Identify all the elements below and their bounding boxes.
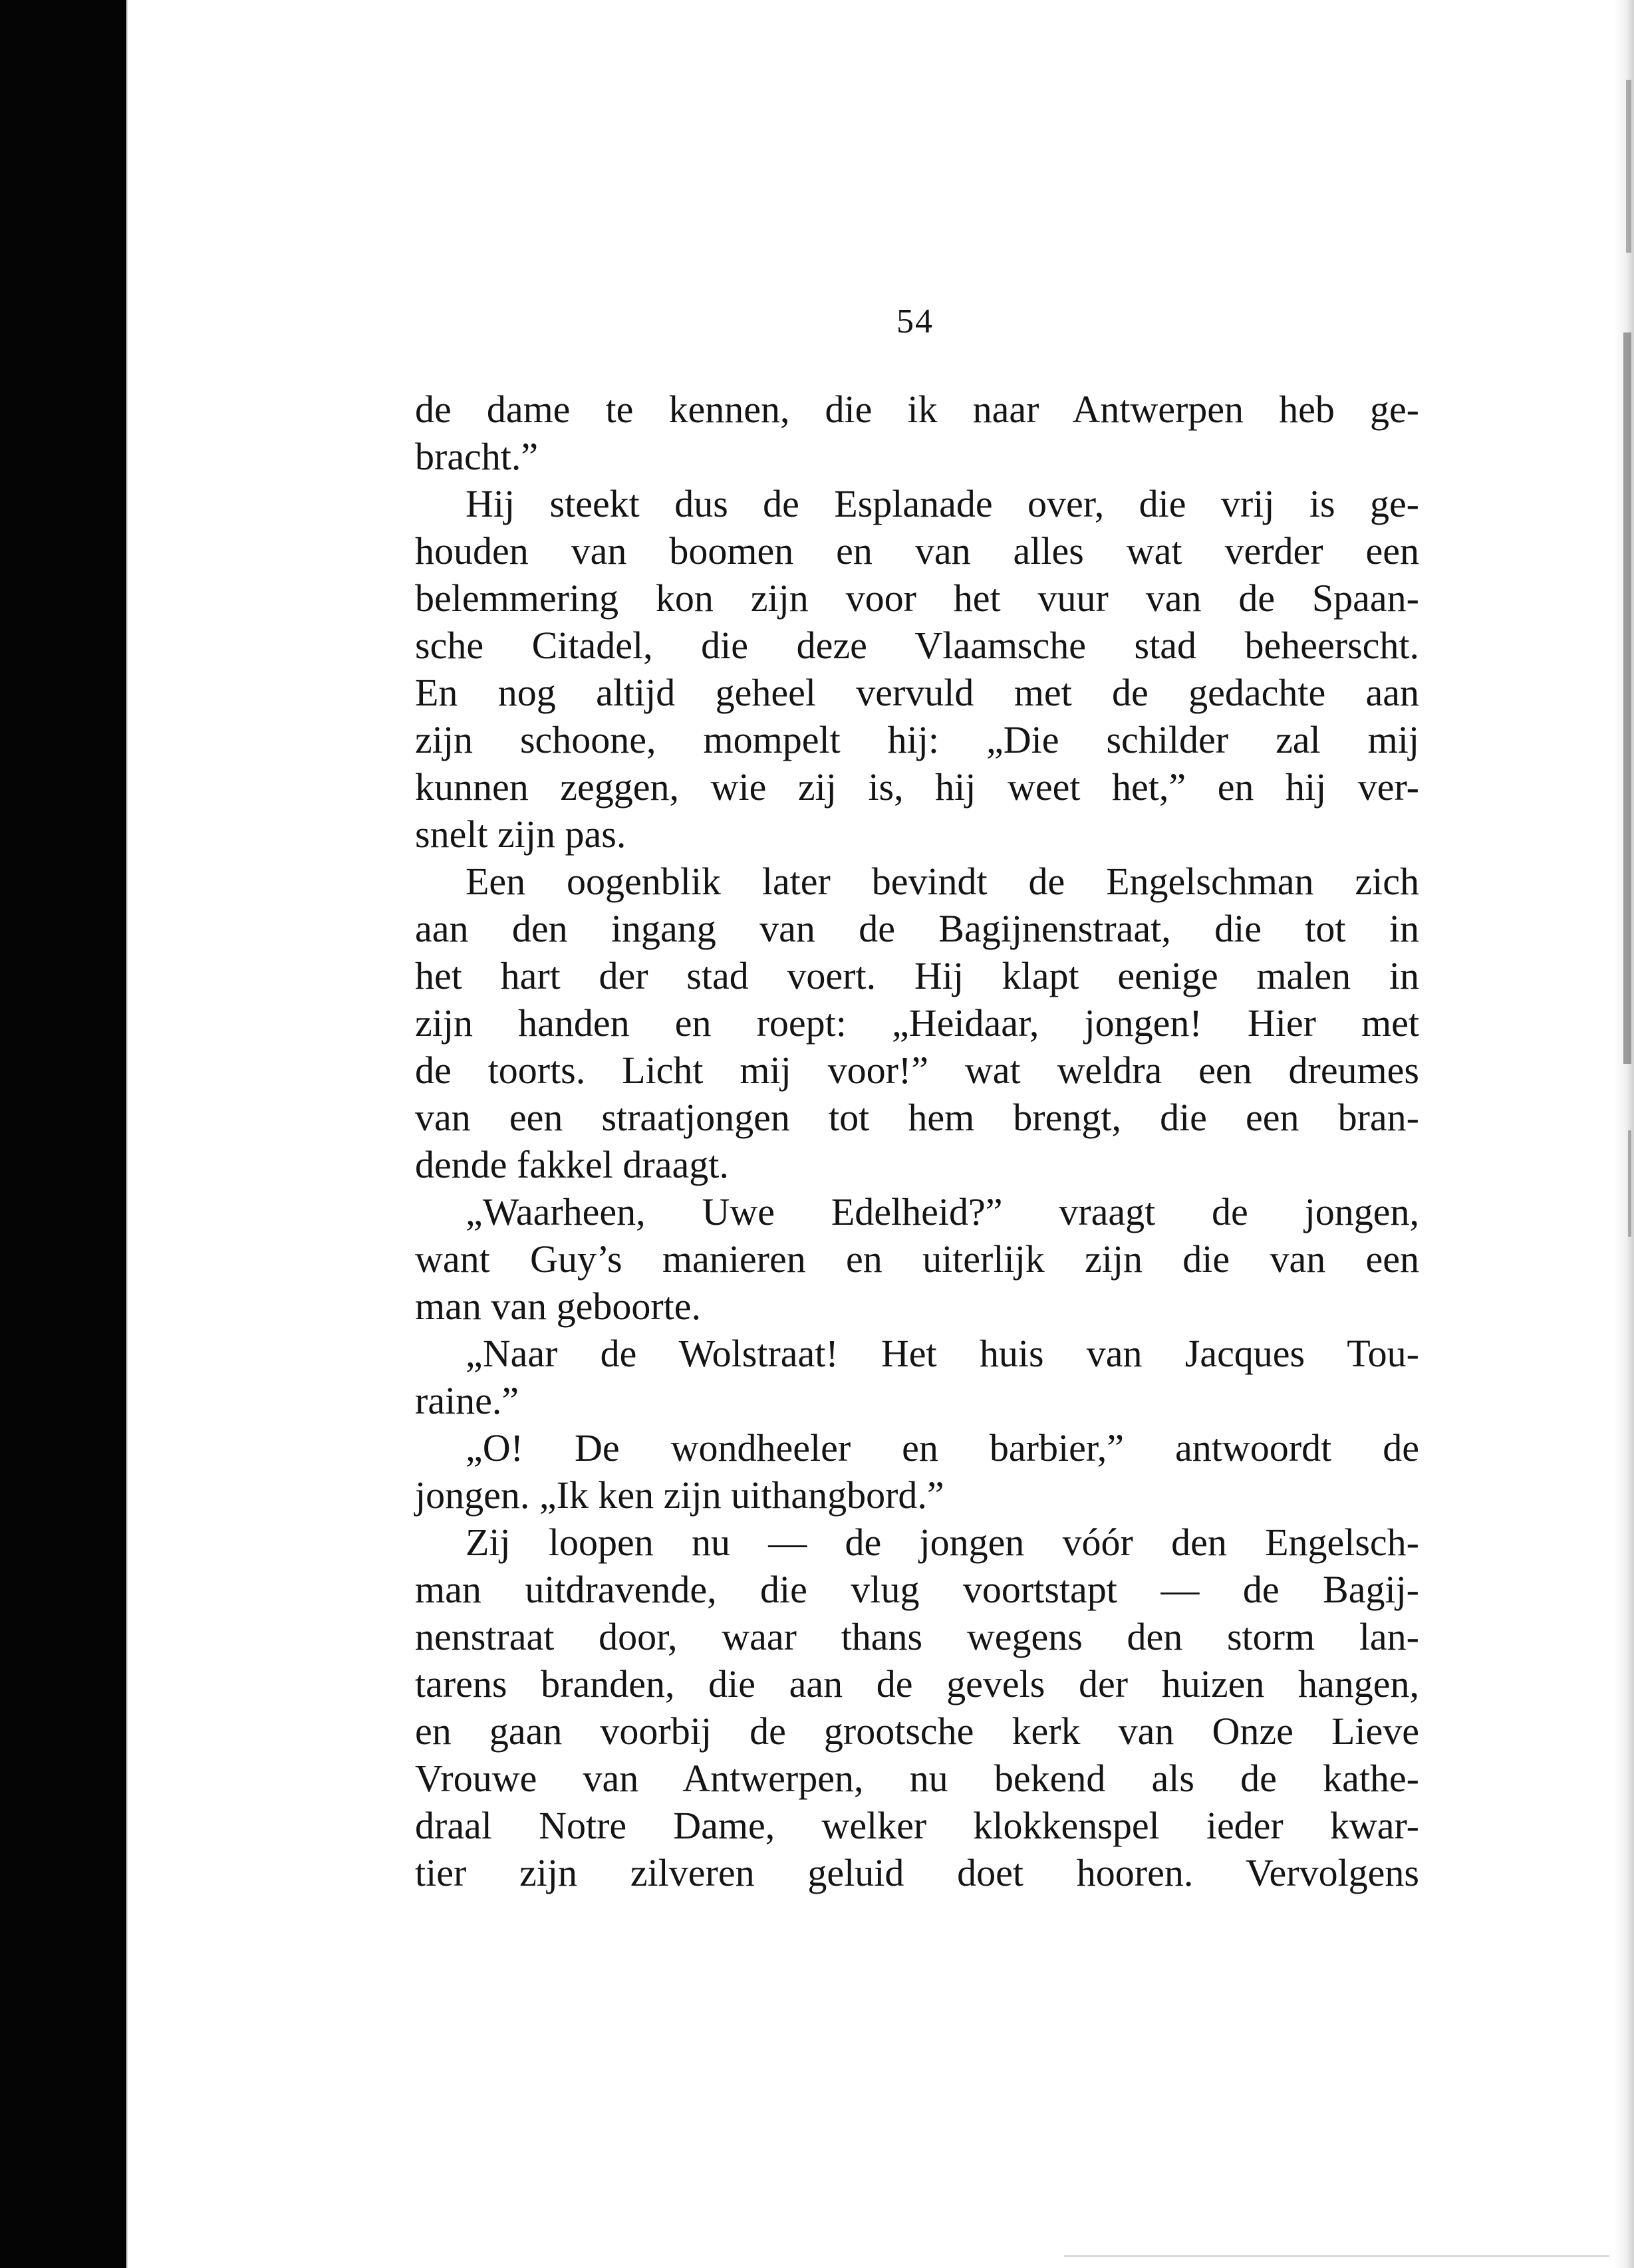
text-line: en gaan voorbij de grootsche kerk van Onze Lieve: [415, 1709, 1419, 1753]
text-line: Vrouwe van Antwerpen, nu bekend als de kathe-: [415, 1757, 1419, 1800]
gutter-streak: [1623, 332, 1631, 1064]
text-line: nenstraat door, waar thans wegens den storm lan-: [415, 1615, 1419, 1658]
scan-border-edge: [126, 0, 128, 2268]
text-line: dende fakkel draagt.: [415, 1143, 729, 1186]
text-line: raine.”: [415, 1379, 519, 1422]
text-line: „O! De wondheeler en barbier,” antwoordt de: [466, 1426, 1419, 1469]
text-line: belemmering kon zijn voor het vuur van de Spaan-: [415, 576, 1419, 620]
text-line: sche Citadel, die deze Vlaamsche stad beheerscht.: [415, 624, 1419, 667]
text-line: Zij loopen nu — de jongen vóór den Engelsch-: [466, 1521, 1419, 1564]
scan-border-left: [0, 0, 126, 2268]
text-line: tarens branden, die aan de gevels der huizen hangen,: [415, 1662, 1419, 1705]
text-line: kunnen zeggen, wie zij is, hij weet het,” en hij ver-: [415, 765, 1419, 809]
scan-bottom-edge: [1064, 2255, 1609, 2257]
text-line: man uitdravende, die vlug voortstapt — de Bagij-: [415, 1568, 1419, 1611]
page-number: 54: [896, 303, 934, 340]
text-line: houden van boomen en van alles wat verder een: [415, 529, 1419, 572]
gutter-streak: [1626, 80, 1631, 253]
scan-gutter-right: [1614, 0, 1634, 2268]
text-line: „Naar de Wolstraat! Het huis van Jacques Tou-: [466, 1332, 1419, 1375]
text-line: de toorts. Licht mij voor!” wat weldra een dreumes: [415, 1049, 1419, 1092]
text-line: jongen. „Ik ken zijn uithangbord.”: [415, 1473, 944, 1517]
text-line: het hart der stad voert. Hij klapt eenige malen in: [415, 954, 1419, 997]
text-line: Een oogenblik later bevindt de Engelschman zich: [466, 860, 1419, 903]
body-text: [415, 386, 1419, 1896]
text-line: de dame te kennen, die ik naar Antwerpen heb ge-: [415, 388, 1419, 431]
text-line: En nog altijd geheel vervuld met de gedachte aan: [415, 671, 1419, 714]
text-line: Hij steekt dus de Esplanade over, die vrij is ge-: [466, 482, 1419, 525]
text-line: draal Notre Dame, welker klokkenspel ieder kwar-: [415, 1804, 1419, 1847]
text-line: man van geboorte.: [415, 1285, 702, 1328]
text-line: bracht.”: [415, 435, 539, 478]
text-line: van een straatjongen tot hem brengt, die een bran-: [415, 1096, 1419, 1139]
text-line: aan den ingang van de Bagijnenstraat, die tot in: [415, 907, 1419, 950]
gutter-streak: [1628, 1130, 1631, 1237]
text-line: want Guy’s manieren en uiterlijk zijn die van een: [415, 1237, 1419, 1281]
text-line: snelt zijn pas.: [415, 813, 626, 856]
text-line: zijn schoone, mompelt hij: „Die schilder zal mij: [415, 718, 1419, 761]
text-line: „Waarheen, Uwe Edelheid?” vraagt de jongen,: [466, 1190, 1419, 1233]
text-line: tier zijn zilveren geluid doet hooren. Vervolgens: [415, 1851, 1419, 1894]
text-line: zijn handen en roept: „Heidaar, jongen! Hier met: [415, 1001, 1419, 1045]
